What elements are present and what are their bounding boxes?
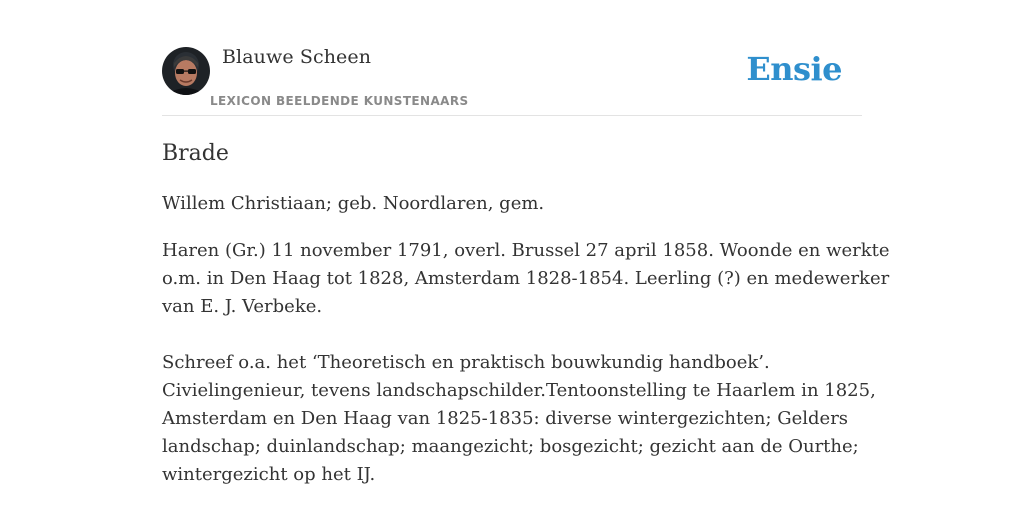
body-line: o.m. in Den Haag tot 1828, Amsterdam 1828-1854. Leerling (?) en medewerker [162, 268, 890, 289]
article-body [162, 237, 890, 489]
body-line: landschap; duinlandschap; maangezicht; bosgezicht; gezicht aan de Ourthe; [162, 436, 859, 457]
body-line: Schreef o.a. het ‘Theoretisch en praktisch bouwkundig handboek’. [162, 352, 770, 373]
article-content [162, 138, 890, 489]
paragraph-break [162, 321, 852, 349]
article-title: Brade [162, 141, 229, 166]
article-header [162, 44, 862, 116]
header-divider [162, 115, 862, 116]
author-avatar[interactable] [162, 47, 210, 95]
body-line: Civielingenieur, tevens landschapschilder.Tentoonstelling te Haarlem in 1825, [162, 380, 876, 401]
body-line: wintergezicht op het IJ. [162, 464, 376, 485]
author-name[interactable]: Blauwe Scheen [222, 46, 372, 68]
body-line: Amsterdam en Den Haag van 1825-1835: diverse wintergezichten; Gelders [162, 408, 849, 429]
avatar-photo-icon [162, 47, 210, 95]
collection-label[interactable]: LEXICON BEELDENDE KUNSTENAARS [210, 94, 469, 108]
brand-logo[interactable]: Ensie [746, 50, 842, 88]
body-line: Haren (Gr.) 11 november 1791, overl. Brussel 27 april 1858. Woonde en werkte [162, 240, 890, 261]
article-intro: Willem Christiaan; geb. Noordlaren, gem. [162, 193, 545, 214]
body-line: van E. J. Verbeke. [162, 296, 323, 317]
